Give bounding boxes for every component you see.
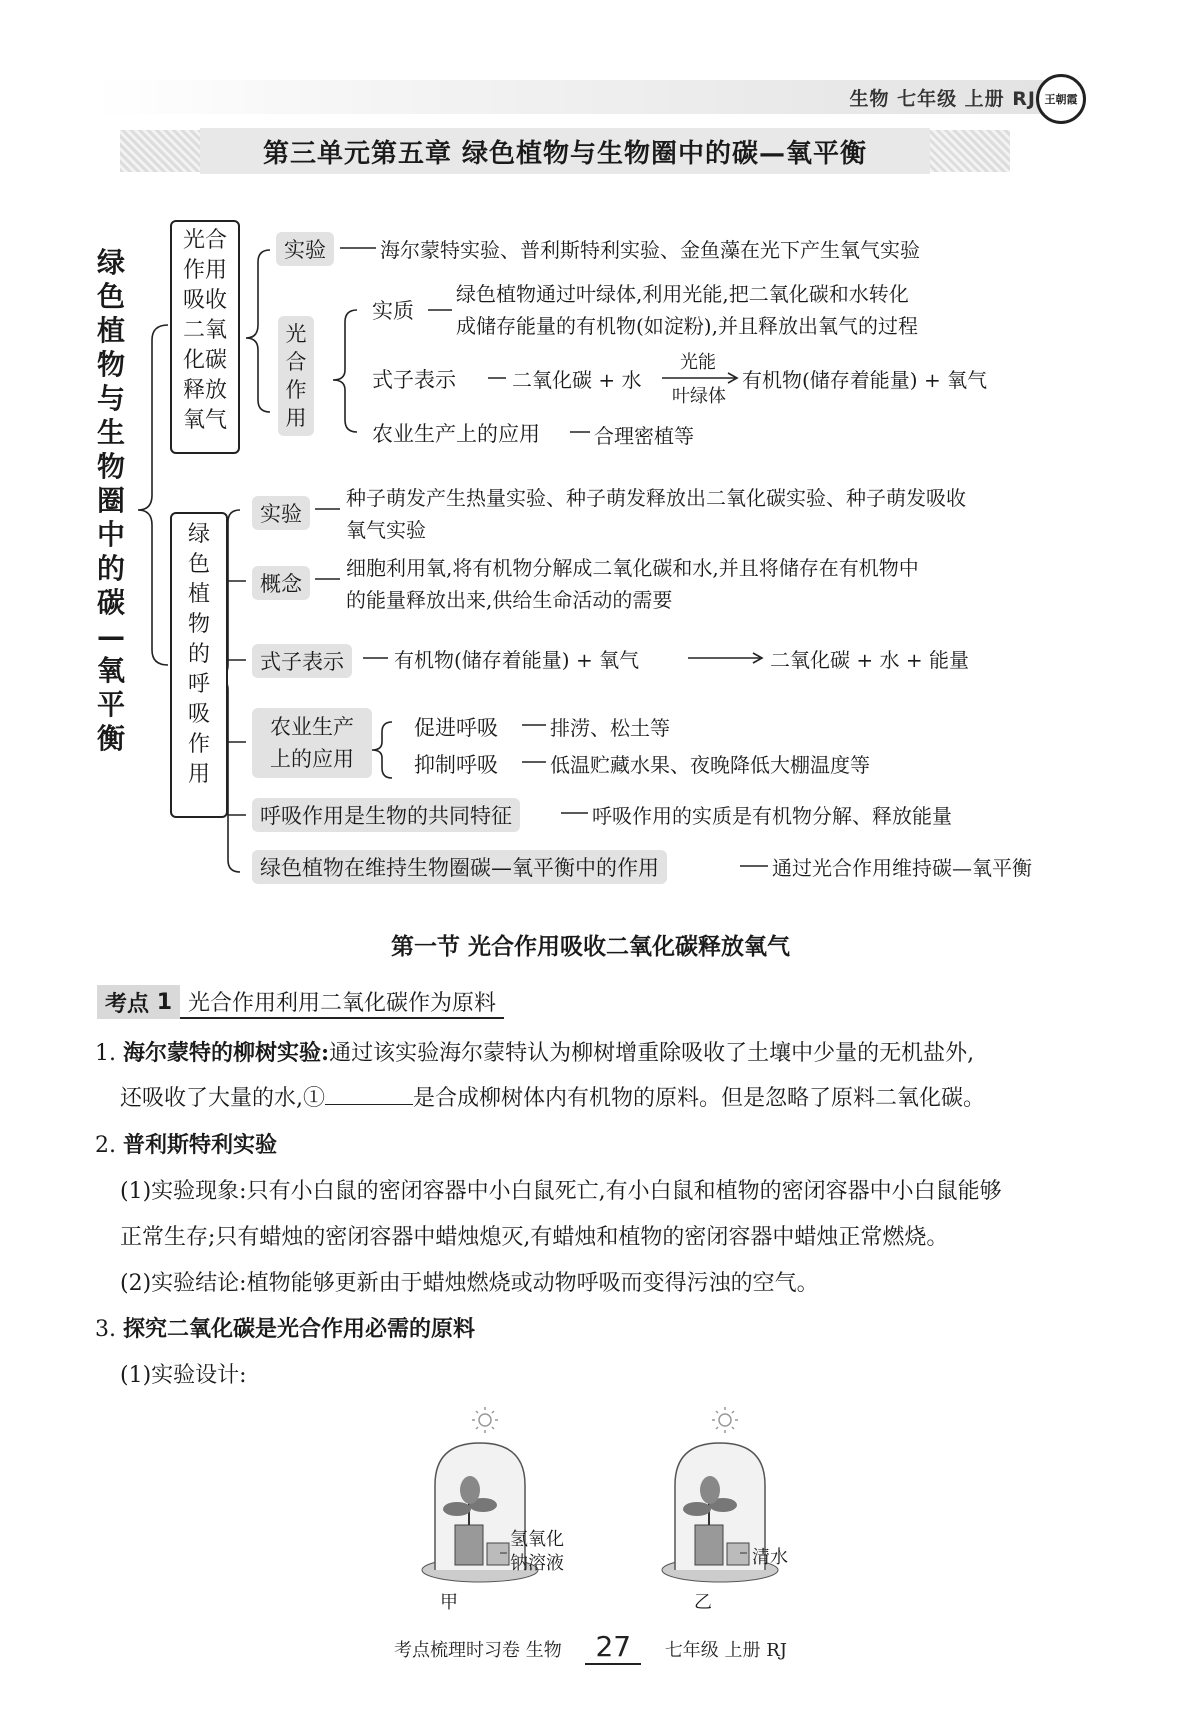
root-char: 圈 — [96, 484, 125, 517]
root-char: 与 — [96, 382, 125, 415]
root-char: 衡 — [96, 722, 125, 755]
p2-sub1-line2: 正常生存;只有蜡烛的密闭容器中蜡烛熄灭,有蜡烛和植物的密闭容器中蜡烛正常燃烧。 — [120, 1225, 949, 1250]
chapter-title: 第三单元第五章 绿色植物与生物圈中的碳—氧平衡 — [200, 128, 930, 174]
b2-role-tag: 绿色植物在维持生物圈碳—氧平衡中的作用 — [252, 850, 667, 884]
page-number: 27 — [585, 1630, 641, 1665]
b2-experiment-line2: 氧气实验 — [346, 518, 426, 542]
promote-label: 促进呼吸 — [414, 716, 498, 740]
p3-heading: 探究二氧化碳是光合作用必需的原料 — [123, 1316, 476, 1342]
b2-agri-tag-line1: 农业生产 — [270, 715, 354, 739]
footer-right: 七年级 上册 RJ — [664, 1640, 788, 1661]
root-char: — — [97, 620, 125, 653]
b2-formula-tag: 式子表示 — [252, 644, 352, 678]
logo-text: 王朝霞 — [1044, 93, 1078, 106]
answer-blank-1[interactable] — [325, 1084, 413, 1105]
branch-photosynthesis-box — [170, 220, 240, 454]
photo-tag-char: 作 — [285, 378, 307, 402]
branch2-label-char: 呼 — [187, 672, 210, 697]
experiment-figure — [395, 1405, 815, 1610]
section-title: 第一节 光合作用吸收二氧化碳释放氧气 — [390, 934, 790, 960]
root-char: 物 — [96, 348, 125, 381]
inhibit-label: 抑制呼吸 — [414, 753, 498, 777]
footer-left: 考点梳理时习卷 生物 — [393, 1640, 562, 1661]
p2-sub2: (2)实验结论:植物能够更新由于蜡烛燃烧或动物呼吸而变得污浊的空气。 — [120, 1271, 819, 1296]
branch2-label-char: 绿 — [187, 522, 210, 547]
p2-heading-line — [95, 1128, 277, 1159]
p1-number: 1. — [95, 1041, 116, 1066]
caption-jia: 甲 — [440, 1592, 458, 1613]
photo-tag-char: 合 — [285, 350, 307, 374]
root-char: 植 — [96, 314, 125, 347]
p1-text1: 通过该实验海尔蒙特认为柳树增重除吸收了土壤中少量的无机盐外, — [329, 1041, 975, 1066]
b2-common-text: 呼吸作用的实质是有机物分解、释放能量 — [592, 804, 952, 828]
essence-line1: 绿色植物通过叶绿体,利用光能,把二氧化碳和水转化 — [456, 282, 909, 306]
branch2-label-char: 作 — [187, 732, 210, 757]
b2-concept-tag: 概念 — [252, 566, 310, 600]
branch2-label-char: 吸 — [187, 702, 210, 727]
photo-formula-right: 有机物(储存着能量) + 氧气 — [742, 368, 988, 392]
photo-agri-label: 农业生产上的应用 — [372, 422, 540, 446]
p1-line2 — [120, 1081, 985, 1112]
kaodian-title: 光合作用利用二氧化碳作为原料 — [180, 985, 504, 1019]
root-char: 中 — [96, 518, 125, 551]
p3-sub1: (1)实验设计: — [120, 1363, 247, 1388]
branch2-label-char: 用 — [187, 762, 210, 787]
b2-experiment-line1: 种子萌发产生热量实验、种子萌发释放出二氧化碳实验、种子萌发吸收 — [346, 486, 966, 510]
promote-text: 排涝、松土等 — [550, 716, 670, 740]
essence-line2: 成储存能量的有机物(如淀粉),并且释放出氧气的过程 — [456, 314, 918, 338]
root-char: 的 — [96, 552, 125, 585]
b2-concept-line2: 的能量释放出来,供给生命活动的需要 — [346, 588, 673, 612]
photo-tag-char: 光 — [285, 322, 307, 346]
sun-icon-right — [712, 1407, 738, 1433]
label-naoh-line2: 钠溶液 — [510, 1553, 564, 1574]
branch1-label-line: 氧气 — [182, 408, 227, 433]
root-char: 生 — [96, 416, 125, 449]
resp-formula-left: 有机物(储存着能量) + 氧气 — [394, 648, 640, 672]
p1-text2b: 是合成柳树体内有机物的原料。但是忽略了原料二氧化碳。 — [413, 1086, 986, 1111]
p2-heading: 普利斯特利实验 — [123, 1132, 278, 1158]
b2-agri-tag-line2: 上的应用 — [270, 747, 354, 771]
branch1-label-line: 化碳 — [182, 348, 227, 373]
branch2-label-char: 的 — [187, 642, 210, 667]
page-footer — [0, 1630, 1181, 1665]
inhibit-text: 低温贮藏水果、夜晚降低大棚温度等 — [550, 753, 870, 777]
branch1-label-line: 光合 — [182, 228, 227, 253]
root-char: 色 — [96, 280, 125, 313]
branch1-label-line: 作用 — [182, 258, 227, 283]
p1-line1 — [95, 1036, 974, 1067]
branch-respiration-box — [170, 512, 228, 818]
branch2-label-char: 色 — [187, 552, 210, 577]
sun-icon-left — [472, 1407, 498, 1433]
branch2-label-char: 植 — [187, 582, 210, 607]
b1-experiment-text: 海尔蒙特实验、普利斯特利实验、金鱼藻在光下产生氧气实验 — [380, 238, 920, 262]
b2-concept-line1: 细胞利用氧,将有机物分解成二氧化碳和水,并且将储存在有机物中 — [346, 556, 919, 580]
photo-tag-char: 用 — [285, 406, 307, 430]
branch1-label-line: 释放 — [182, 378, 227, 403]
b2-experiment-tag: 实验 — [252, 496, 310, 530]
b2-agri-tag — [252, 708, 372, 778]
label-water: 清水 — [752, 1547, 788, 1568]
branch1-label-line: 二氧 — [182, 318, 227, 343]
root-char: 平 — [96, 688, 125, 721]
label-naoh-line1: 氢氧化 — [510, 1529, 564, 1550]
root-char: 碳 — [96, 586, 125, 619]
p2-number: 2. — [95, 1133, 116, 1158]
photo-formula-condition-top: 光能 — [680, 352, 716, 373]
photo-agri-text: 合理密植等 — [594, 424, 694, 448]
b1-experiment-tag: 实验 — [276, 232, 334, 266]
kaodian-tag — [97, 985, 180, 1019]
p1-heading: 海尔蒙特的柳树实验: — [123, 1040, 330, 1066]
photo-formula-left: 二氧化碳 + 水 — [512, 368, 642, 392]
resp-formula-right: 二氧化碳 + 水 + 能量 — [770, 648, 969, 672]
kaodian-tag-text: 考点 — [105, 991, 150, 1017]
b1-photo-tag — [278, 316, 314, 436]
photo-formula-condition-bottom: 叶绿体 — [672, 386, 726, 407]
b2-role-text: 通过光合作用维持碳—氧平衡 — [772, 856, 1032, 880]
b2-common-tag: 呼吸作用是生物的共同特征 — [252, 798, 520, 832]
formula-label: 式子表示 — [372, 368, 456, 392]
root-char: 氧 — [96, 654, 125, 687]
header-subject-info: 生物 七年级 上册 RJ — [849, 88, 1036, 110]
label-naoh — [510, 1528, 564, 1576]
branch2-label-char: 物 — [187, 612, 210, 637]
kaodian-number: 1 — [156, 989, 172, 1015]
p3-heading-line — [95, 1312, 475, 1343]
root-char: 物 — [96, 450, 125, 483]
branch1-label-line: 吸收 — [182, 288, 227, 313]
kaodian-header — [97, 985, 504, 1019]
essence-label: 实质 — [372, 299, 414, 323]
root-char: 绿 — [96, 246, 125, 279]
p1-text2a: 还吸收了大量的水,① — [120, 1086, 325, 1111]
p3-number: 3. — [95, 1317, 116, 1342]
mindmap-root — [93, 246, 129, 756]
caption-yi: 乙 — [694, 1592, 712, 1613]
p2-sub1-line1: (1)实验现象:只有小白鼠的密闭容器中小白鼠死亡,有小白鼠和植物的密闭容器中小白鼠能够 — [120, 1179, 1002, 1204]
